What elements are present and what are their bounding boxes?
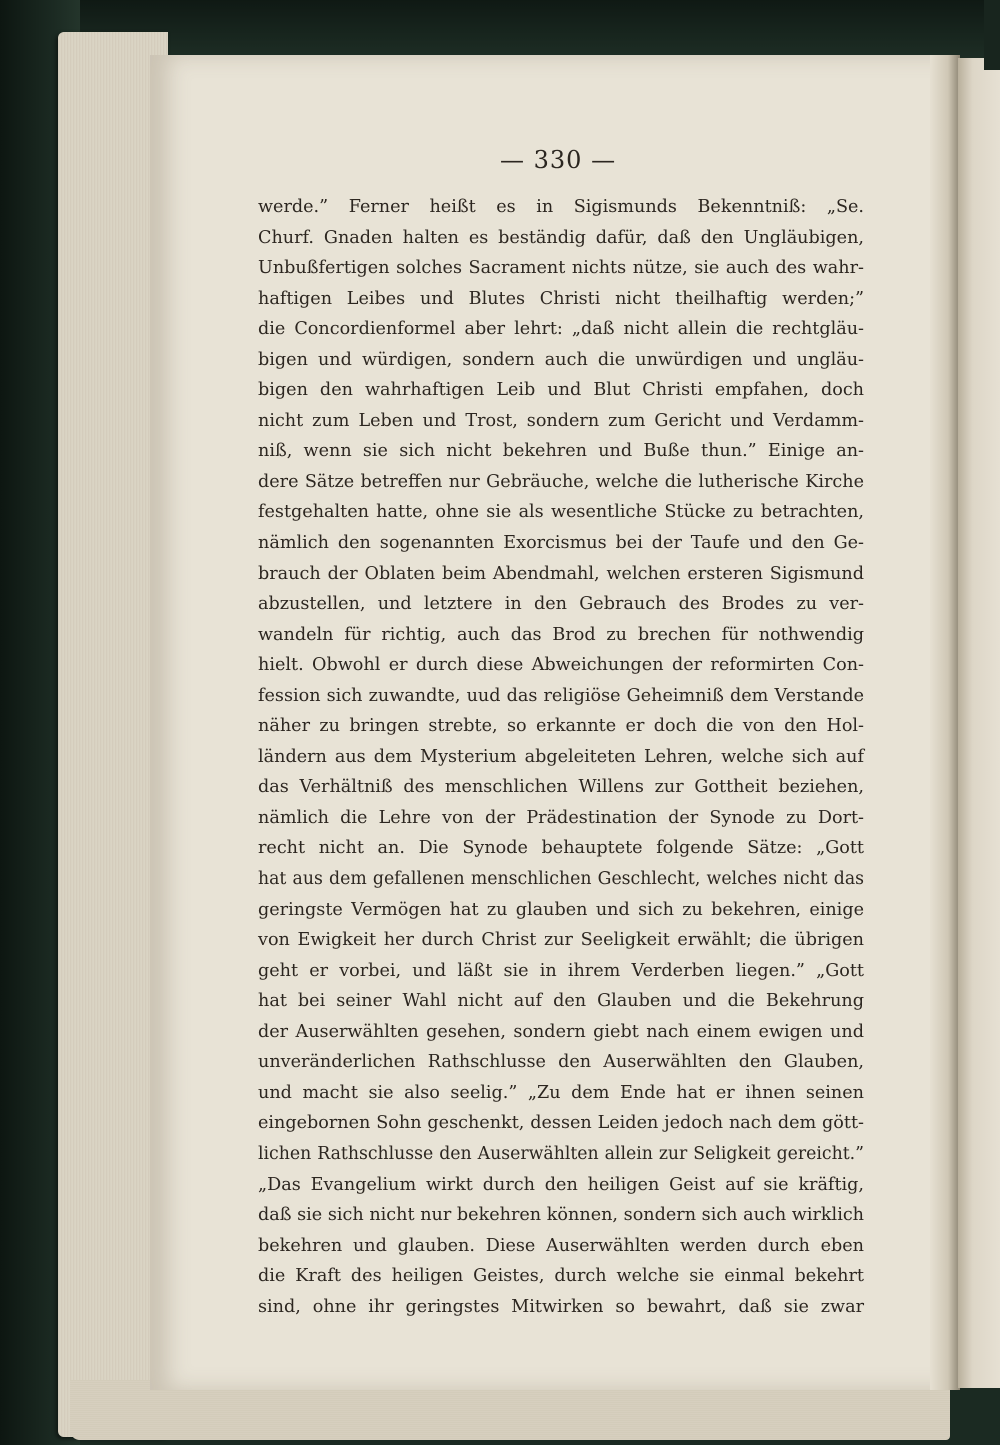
page-number: — 330 — [500, 146, 617, 174]
text-line: festgehalten hatte, ohne sie als wesentliche Stücke zu betrachten, [258, 502, 864, 523]
text-line: abzustellen, und letztere in den Gebrauch des Brodes zu ver- [258, 594, 864, 615]
text-line: haftigen Leibes und Blutes Christi nicht theilhaftig werden;” [258, 288, 864, 309]
text-line: lichen Rathschlusse den Auserwählten allein zur Seligkeit gereicht.” [258, 1143, 864, 1164]
text-line: recht nicht an. Die Synode behauptete folgende Sätze: „Gott [258, 838, 864, 859]
book-gutter [930, 55, 960, 1390]
text-line: die Kraft des heiligen Geistes, durch welche sie einmal bekehrt [258, 1266, 864, 1287]
text-line: fession sich zuwandte, uud das religiöse Geheimniß dem Verstande [258, 685, 864, 706]
text-line: werde.” Ferner heißt es in Sigismunds Bekenntniß: „Se. [258, 197, 864, 217]
text-line: brauch der Oblaten beim Abendmahl, welchen ersteren Sigismund [258, 563, 864, 584]
text-line: nämlich den sogenannten Exorcismus bei der Taufe und den Ge- [258, 533, 864, 554]
text-line: nämlich die Lehre von der Prädestination der Synode zu Dort- [258, 807, 864, 828]
text-line: näher zu bringen strebte, so erkannte er doch die von den Hol- [258, 716, 864, 737]
text-line: dere Sätze betreffen nur Gebräuche, welche die lutherische Kirche [258, 471, 864, 492]
text-line: wandeln für richtig, auch das Brod zu brechen für nothwendig [258, 624, 864, 645]
body-text [258, 192, 864, 1322]
text-line: hat aus dem gefallenen menschlichen Geschlecht, welches nicht das [258, 869, 864, 890]
text-line: Unbußfertigen solches Sacrament nichts nütze, sie auch des wahr- [258, 258, 864, 279]
text-line: hielt. Obwohl er durch diese Abweichungen der reformirten Con- [258, 655, 864, 676]
facing-page-edge [958, 58, 1000, 1388]
text-line: und macht sie also seelig.” „Zu dem Ende hat er ihnen seinen [258, 1082, 864, 1103]
text-line: unveränderlichen Rathschlusse den Auserwählten den Glauben, [258, 1052, 864, 1073]
text-line: das Verhältniß des menschlichen Willens zur Gottheit beziehen, [258, 777, 864, 798]
text-line: bekehren und glauben. Diese Auserwählten werden durch eben [258, 1235, 864, 1256]
text-line: die Concordienformel aber lehrt: „daß nicht allein die rechtgläu- [258, 319, 864, 340]
text-line: bigen und würdigen, sondern auch die unwürdigen und ungläu- [258, 349, 864, 370]
text-line: eingebornen Sohn geschenkt, dessen Leiden jedoch nach dem gött- [258, 1113, 864, 1134]
text-line: hat bei seiner Wahl nicht auf den Glauben und die Bekehrung [258, 991, 864, 1012]
text-line: ländern aus dem Mysterium abgeleiteten Lehren, welche sich auf [258, 746, 864, 767]
text-line: der Auserwählten gesehen, sondern giebt nach einem ewigen und [258, 1021, 864, 1042]
text-line: niß, wenn sie sich nicht bekehren und Buße thun.” Einige an- [258, 441, 864, 462]
text-line: daß sie sich nicht nur bekehren können, sondern sich auch wirklich [258, 1205, 864, 1226]
text-line: geringste Vermögen hat zu glauben und sich zu bekehren, einige [258, 899, 864, 920]
background-corner [984, 0, 1000, 70]
text-line: bigen den wahrhaftigen Leib und Blut Christi empfahen, doch [258, 380, 864, 401]
text-line: von Ewigkeit her durch Christ zur Seeligkeit erwählt; die übrigen [258, 930, 864, 951]
text-line: geht er vorbei, und läßt sie in ihrem Verderben liegen.” „Gott [258, 960, 864, 981]
text-line: Churf. Gnaden halten es beständig dafür, daß den Ungläubigen, [258, 227, 864, 248]
text-line: „Das Evangelium wirkt durch den heiligen Geist auf sie kräftig, [258, 1174, 864, 1195]
text-line: nicht zum Leben und Trost, sondern zum Gericht und Verdamm- [258, 410, 864, 431]
text-line: sind, ohne ihr geringstes Mitwirken so bewahrt, daß sie zwar [258, 1296, 864, 1317]
